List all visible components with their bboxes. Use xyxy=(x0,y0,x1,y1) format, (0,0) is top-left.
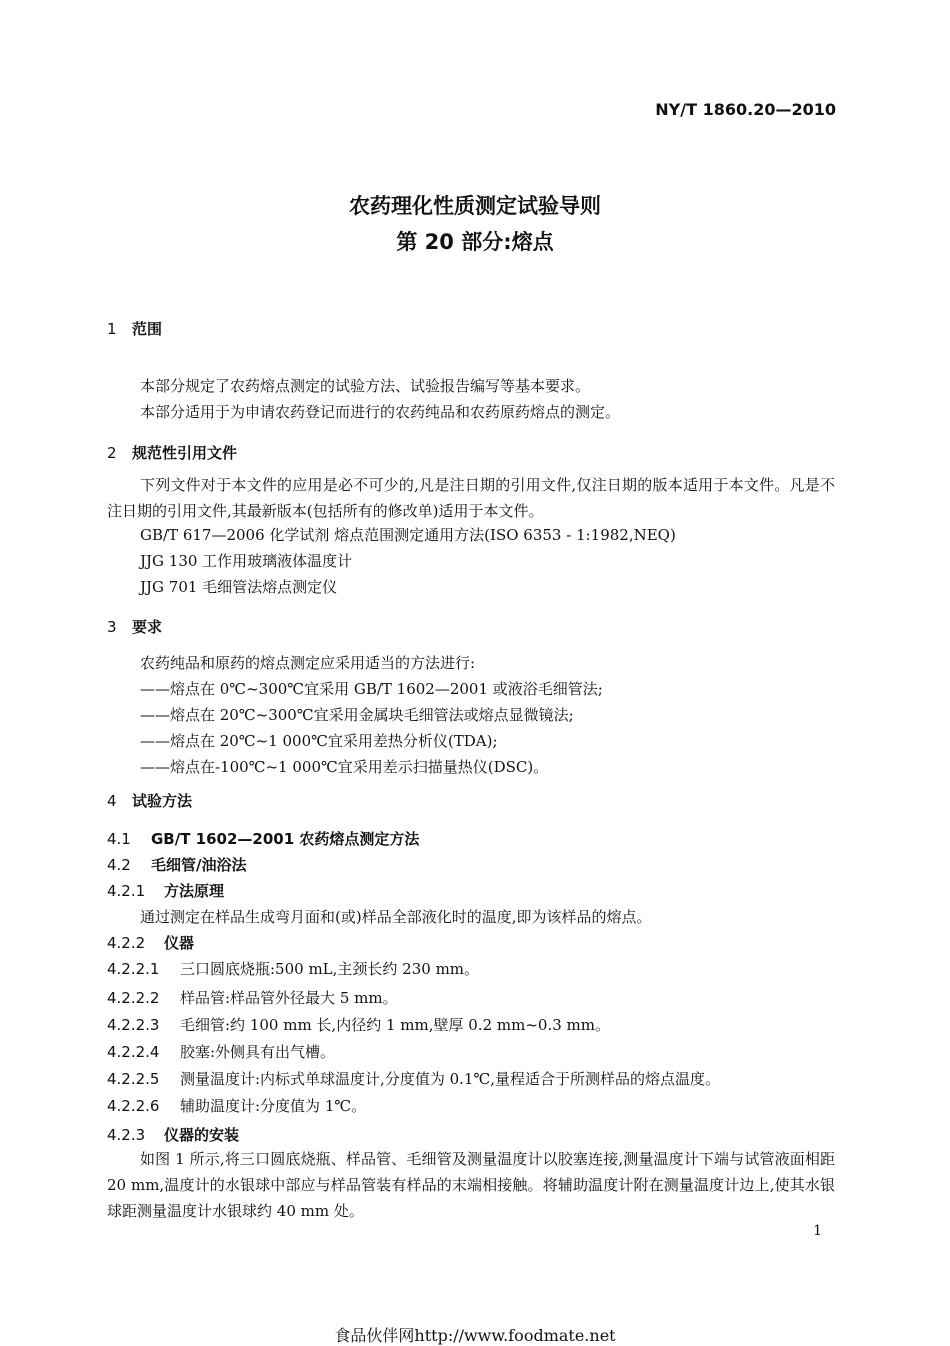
section-title: 仪器 xyxy=(164,934,195,952)
section-number: 4 xyxy=(107,792,117,810)
subsection-4-2-1-heading xyxy=(107,880,224,901)
section-title: 要求 xyxy=(132,618,163,636)
section-4-heading xyxy=(107,790,192,811)
apparatus-item xyxy=(107,987,398,1008)
item-number: 4.2.2.6 xyxy=(107,1097,160,1115)
requirement-intro: 农药纯品和原药的熔点测定应采用适当的方法进行: xyxy=(140,654,476,672)
section-1-heading xyxy=(107,318,162,339)
requirement-item: ——熔点在-100℃~1 000℃宜采用差示扫描量热仪(DSC)。 xyxy=(140,758,549,776)
reference-gbt617: GB/T 617—2006 化学试剂 熔点范围测定通用方法(ISO 6353 - 1:1982,NEQ) xyxy=(140,526,676,544)
section-title: 规范性引用文件 xyxy=(132,444,238,462)
document-title: 农药理化性质测定试验导则 xyxy=(349,194,601,218)
item-number: 4.2.2.1 xyxy=(107,960,160,978)
requirement-item: ——熔点在 20℃~300℃宜采用金属块毛细管法或熔点显微镜法; xyxy=(140,706,574,724)
item-number: 4.2.2.5 xyxy=(107,1070,160,1088)
section-title: 方法原理 xyxy=(164,882,225,900)
section-2-heading xyxy=(107,442,237,463)
section-title: 仪器的安装 xyxy=(164,1126,240,1144)
reference-jjg130: JJG 130 工作用玻璃液体温度计 xyxy=(140,552,353,570)
apparatus-item xyxy=(107,1095,366,1116)
section-number: 1 xyxy=(107,320,117,338)
section-number: 4.2.3 xyxy=(107,1126,146,1144)
item-text: 样品管:样品管外径最大 5 mm。 xyxy=(180,989,398,1007)
item-text: 辅助温度计:分度值为 1℃。 xyxy=(180,1097,367,1115)
standard-number: NY/T 1860.20—2010 xyxy=(655,100,836,119)
section-3-heading xyxy=(107,616,162,637)
footer-watermark: 食品伙伴网http://www.foodmate.net xyxy=(334,1326,616,1345)
apparatus-item xyxy=(107,1041,335,1062)
scope-paragraph-1: 本部分规定了农药熔点测定的试验方法、试验报告编写等基本要求。 xyxy=(140,377,591,395)
item-text: 胶塞:外侧具有出气槽。 xyxy=(180,1043,336,1061)
requirement-item: ——熔点在 20℃~1 000℃宜采用差热分析仪(TDA); xyxy=(140,732,498,750)
item-text: 毛细管:约 100 mm 长,内径约 1 mm,壁厚 0.2 mm~0.3 mm。 xyxy=(180,1016,610,1034)
section-title: 范围 xyxy=(132,320,163,338)
method-principle-text: 通过测定在样品生成弯月面和(或)样品全部液化时的温度,即为该样品的熔点。 xyxy=(140,908,652,926)
apparatus-item xyxy=(107,958,479,979)
apparatus-item xyxy=(107,1014,610,1035)
section-title: 试验方法 xyxy=(132,792,193,810)
section-number: 2 xyxy=(107,444,117,462)
section-title: GB/T 1602—2001 农药熔点测定方法 xyxy=(151,830,420,848)
requirement-item: ——熔点在 0℃~300℃宜采用 GB/T 1602—2001 或液浴毛细管法; xyxy=(140,680,603,698)
subsection-4-2-3-heading xyxy=(107,1124,239,1145)
item-number: 4.2.2.2 xyxy=(107,989,160,1007)
item-text: 三口圆底烧瓶:500 mL,主颈长约 230 mm。 xyxy=(180,960,480,978)
page-number: 1 xyxy=(813,1223,822,1239)
section-number: 3 xyxy=(107,618,117,636)
subsection-4-2-heading xyxy=(107,854,246,875)
section-number: 4.2 xyxy=(107,856,131,874)
section-title: 毛细管/油浴法 xyxy=(151,856,247,874)
subsection-4-2-2-heading xyxy=(107,932,194,953)
subsection-4-1-heading xyxy=(107,828,419,849)
section-number: 4.1 xyxy=(107,830,131,848)
installation-paragraph: 如图 1 所示,将三口圆底烧瓶、样品管、毛细管及测量温度计以胶塞连接,测量温度计下端与试管液面相距 20 mm,温度计的水银球中部应与样品管装有样品的末端相接触。将辅助温度计附在测量温度计边上,使其水银球距测量温度计水银球约 40 mm 处。 xyxy=(107,1150,835,1220)
scope-paragraph-2: 本部分适用于为申请农药登记而进行的农药纯品和农药原药熔点的测定。 xyxy=(140,403,621,421)
item-number: 4.2.2.4 xyxy=(107,1043,160,1061)
reference-jjg701: JJG 701 毛细管法熔点测定仪 xyxy=(140,578,338,596)
section-number: 4.2.1 xyxy=(107,882,146,900)
section-number: 4.2.2 xyxy=(107,934,146,952)
item-number: 4.2.2.3 xyxy=(107,1016,160,1034)
item-text: 测量温度计:内标式单球温度计,分度值为 0.1℃,量程适合于所测样品的熔点温度。 xyxy=(180,1070,720,1088)
apparatus-item xyxy=(107,1068,720,1089)
document-subtitle: 第 20 部分:熔点 xyxy=(396,230,554,254)
references-paragraph: 下列文件对于本文件的应用是必不可少的,凡是注日期的引用文件,仅注日期的版本适用于本文件。凡是不注日期的引用文件,其最新版本(包括所有的修改单)适用于本文件。 xyxy=(107,476,835,520)
